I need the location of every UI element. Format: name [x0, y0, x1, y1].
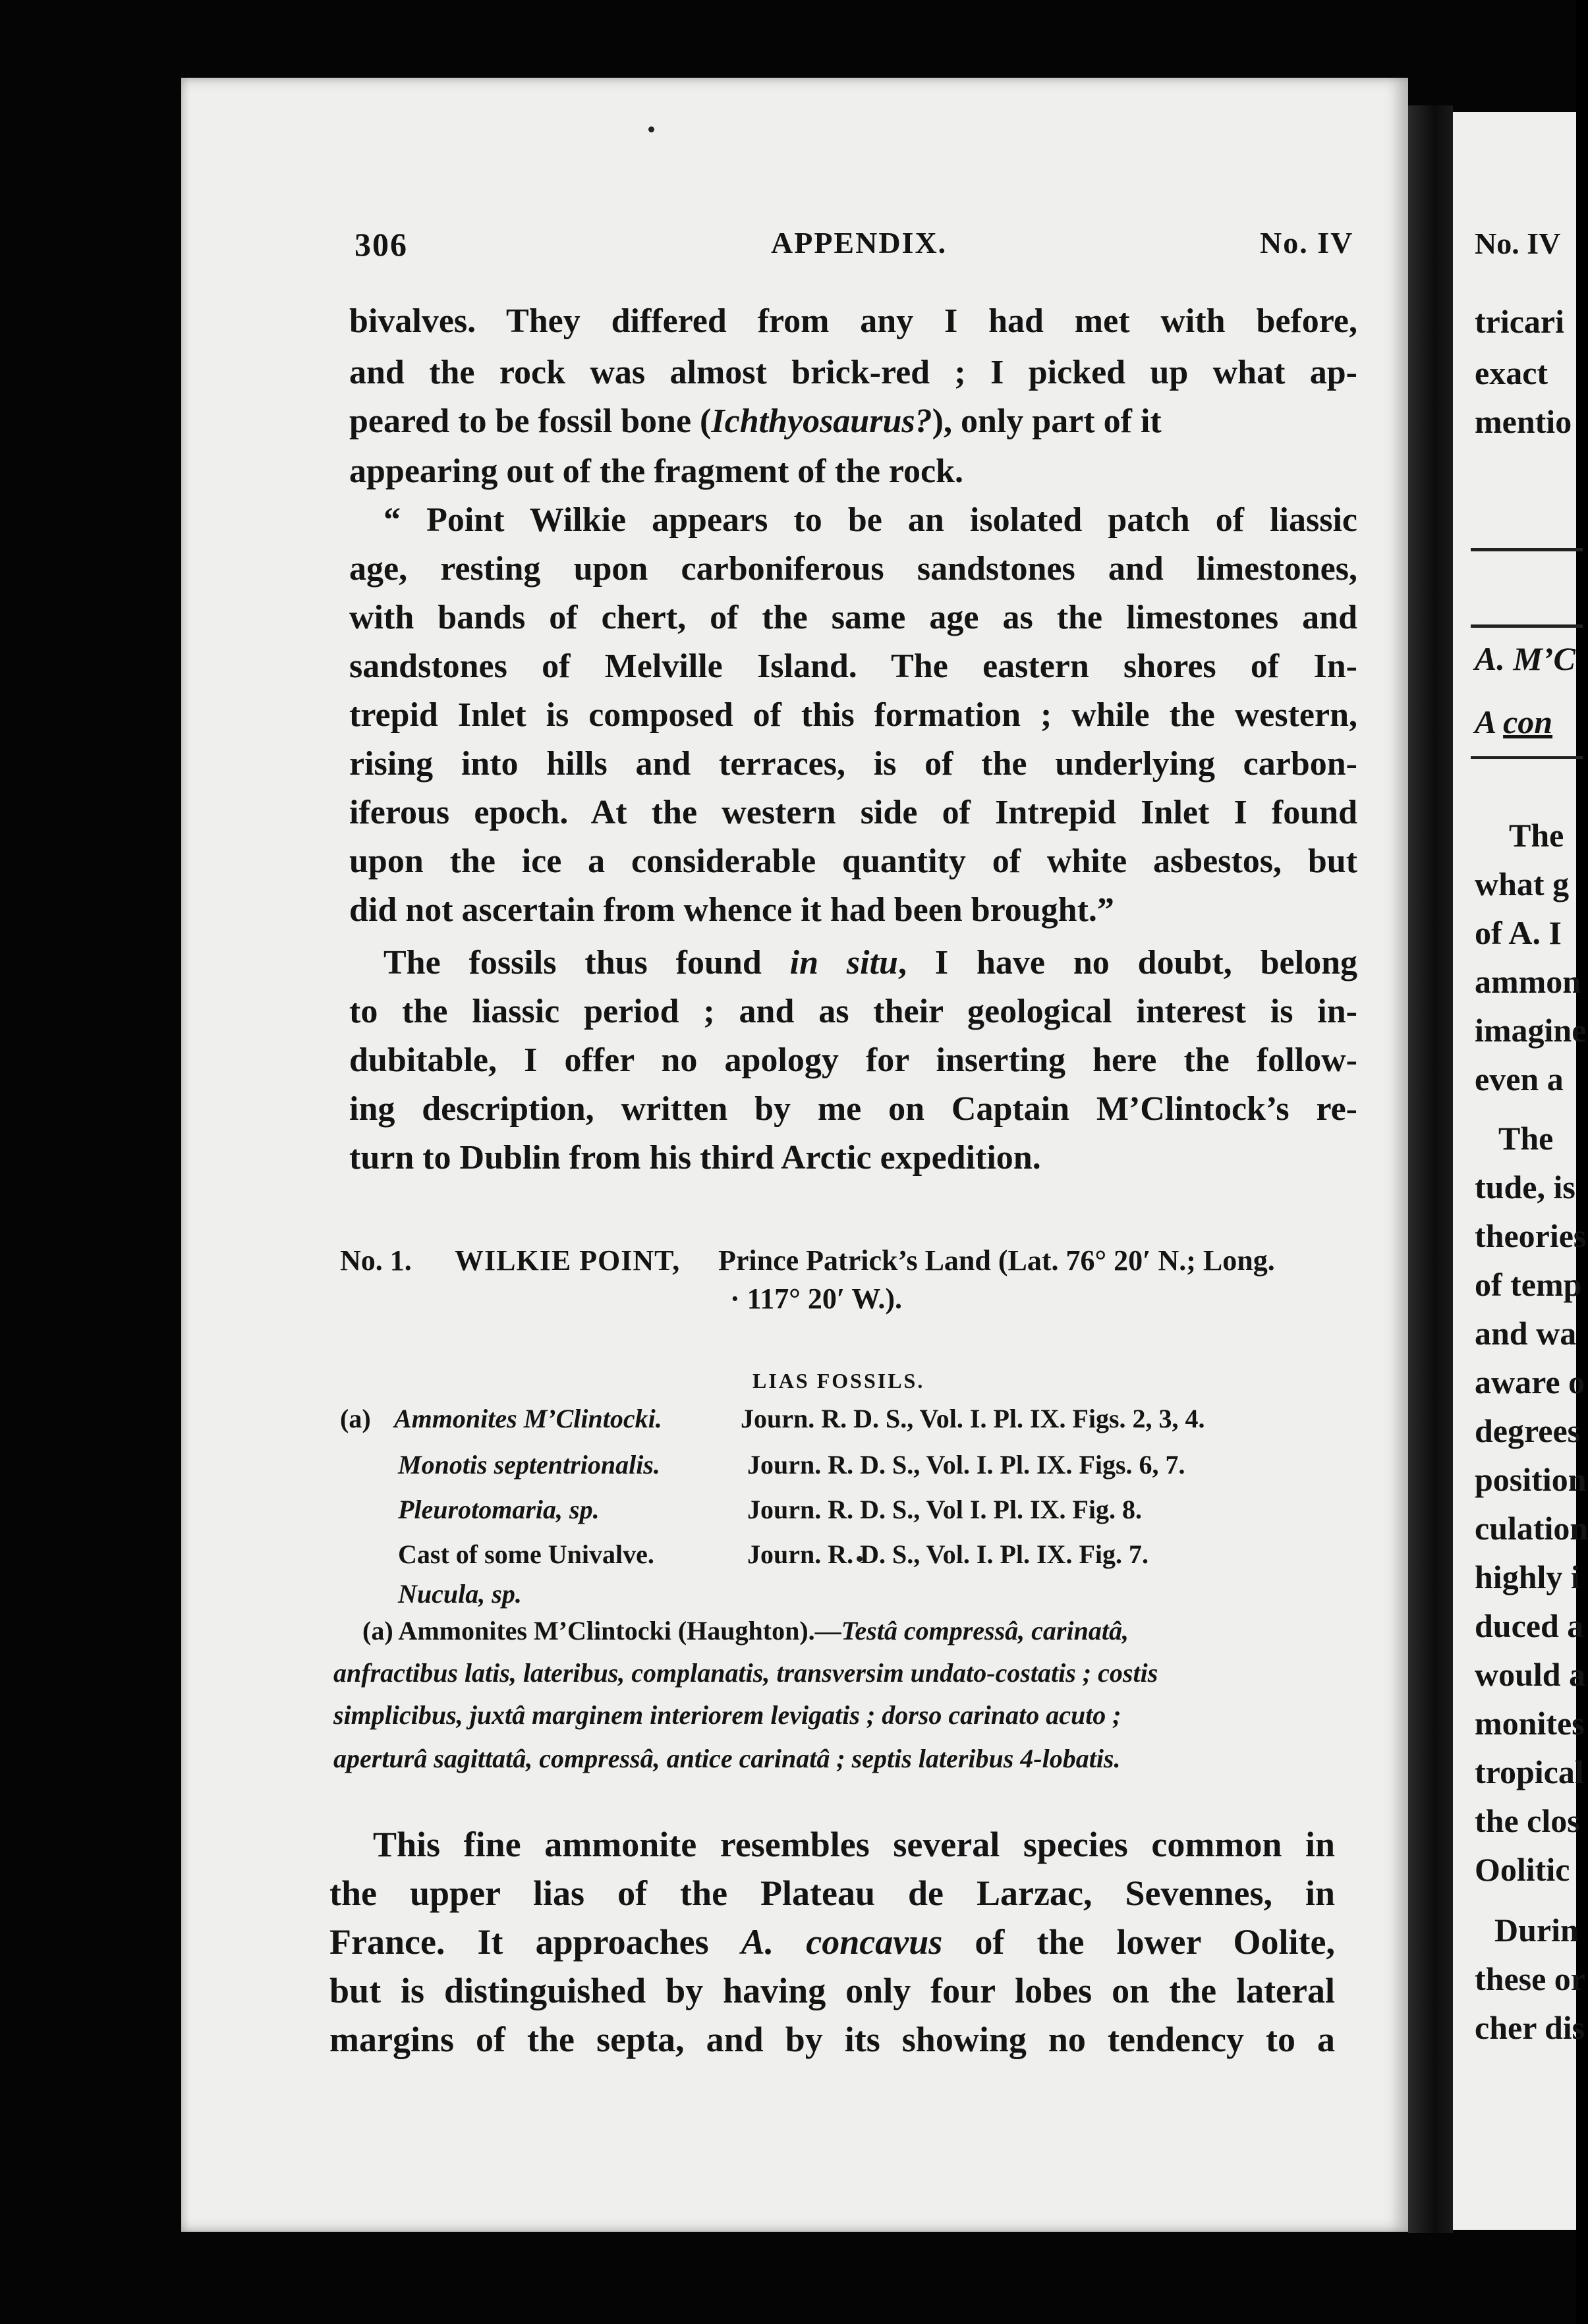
- fossil-name: Ammonites M’Clintocki.: [394, 1404, 662, 1433]
- fossil-list-heading: LIAS FOSSILS.: [752, 1369, 925, 1393]
- fossil-ref: Journ. R. D. S., Vol. I. Pl. IX. Fig. 7.: [747, 1539, 1148, 1569]
- quote-line: age, resting upon carboniferous sandstones and limestones,: [349, 550, 1357, 588]
- locality-longitude: · 117° 20′ W.).: [730, 1283, 903, 1315]
- text-line: dubitable, I offer no apology for inserting here the follow-: [349, 1041, 1357, 1079]
- text-line: to the liassic period ; and as their geological interest is in-: [349, 993, 1357, 1030]
- right-page-line: aware o: [1475, 1364, 1585, 1400]
- text-line: appearing out of the fragment of the rock.: [349, 453, 964, 490]
- ink-speck: [648, 126, 654, 132]
- quote-line: did not ascertain from whence it had been brought.”: [349, 891, 1114, 929]
- right-page-heading: A con: [1475, 704, 1553, 740]
- text-line: the upper lias of the Plateau de Larzac, Sevennes, in: [329, 1873, 1335, 1913]
- quote-line: iferous epoch. At the western side of Intrepid Inlet I found: [349, 794, 1357, 831]
- right-page-line: culation: [1475, 1510, 1588, 1547]
- text-line: margins of the septa, and by its showing no tendency to a: [329, 2020, 1335, 2059]
- fossil-marker: (a): [340, 1404, 371, 1433]
- quote-line: upon the ice a considerable quantity of white asbestos, but: [349, 843, 1357, 880]
- text-line: turn to Dublin from his third Arctic expedition.: [349, 1139, 1041, 1176]
- right-page-line: Oolitic: [1475, 1851, 1570, 1888]
- right-page-rule: [1471, 624, 1583, 628]
- fossil-name: Nucula, sp.: [398, 1579, 522, 1609]
- text-line: ing description, written by me on Captain M’Clintock’s re-: [349, 1090, 1357, 1128]
- right-page-rule: [1471, 756, 1583, 759]
- fossil-name: Cast of some Univalve.: [398, 1539, 654, 1569]
- right-page-line: cher dis: [1475, 2009, 1585, 2046]
- quote-line: with bands of chert, of the same age as the limestones and: [349, 599, 1357, 636]
- fossil-ref: Journ. R. D. S., Vol. I. Pl. IX. Figs. 6, 7.: [747, 1450, 1185, 1480]
- latin-line: anfractibus latis, lateribus, complanatis, transversim undato-costatis ; costis: [333, 1658, 1158, 1688]
- right-page-line: duced a: [1475, 1607, 1584, 1644]
- quote-line: “ Point Wilkie appears to be an isolated patch of liassic: [383, 501, 1357, 539]
- right-page-line: The: [1509, 817, 1564, 854]
- text-line: bivalves. They differed from any I had met with before,: [349, 302, 1357, 340]
- right-page-line: mentio: [1475, 403, 1572, 440]
- quote-line: trepid Inlet is composed of this formation ; while the western,: [349, 696, 1357, 734]
- fossil-name: Monotis septentrionalis.: [398, 1450, 660, 1480]
- right-page-line: exact: [1475, 354, 1548, 391]
- page-number: 306: [354, 226, 408, 263]
- locality-place: Prince Patrick’s Land (Lat. 76° 20′ N.; Long.: [718, 1244, 1275, 1277]
- text-line: France. It approaches A. concavus of the lower Oolite,: [329, 1922, 1336, 1962]
- right-page-header: No. IV: [1475, 227, 1561, 260]
- text-line: and the rock was almost brick-red ; I picked up what ap-: [349, 354, 1357, 391]
- fossil-ref: Journ. R. D. S., Vol I. Pl. IX. Fig. 8.: [747, 1495, 1142, 1524]
- right-page-line: tricari: [1475, 303, 1565, 340]
- locality-number: No. 1.: [340, 1244, 412, 1277]
- right-page-line: and wa: [1475, 1315, 1577, 1352]
- latin-line: (a) Ammonites M’Clintocki (Haughton).—Testâ compressâ, carinatâ,: [362, 1616, 1129, 1646]
- right-page-line: of temp: [1475, 1266, 1582, 1303]
- right-page-line: degrees: [1475, 1412, 1581, 1449]
- right-page-line: the clos: [1475, 1802, 1580, 1839]
- right-page-line: monites: [1475, 1705, 1585, 1742]
- right-page-line: ammon: [1475, 963, 1581, 1000]
- right-page-line: theories: [1475, 1217, 1587, 1254]
- running-title: APPENDIX.: [771, 226, 948, 260]
- right-page-line: highly i: [1475, 1559, 1580, 1595]
- right-page-heading: A. M’C: [1475, 640, 1575, 677]
- text-line: but is distinguished by having only four lobes on the lateral: [329, 1971, 1335, 2010]
- text-line: The fossils thus found in situ, I have no doubt, belong: [383, 944, 1357, 982]
- right-page-line: imagine: [1475, 1012, 1587, 1049]
- latin-line: simplicibus, juxtâ marginem interiorem levigatis ; dorso carinato acuto ;: [333, 1700, 1121, 1730]
- right-page-line: Durin: [1494, 1912, 1579, 1949]
- right-page-line: The: [1498, 1120, 1554, 1157]
- right-page-line: even a: [1475, 1061, 1564, 1097]
- right-page-line: these or: [1475, 1960, 1585, 1997]
- quote-line: rising into hills and terraces, is of the underlying carbon-: [349, 745, 1357, 783]
- section-ref: No. IV: [1260, 226, 1354, 260]
- latin-line: aperturâ sagittatâ, compressâ, antice carinatâ ; septis lateribus 4-lobatis.: [333, 1744, 1121, 1773]
- fossil-name: Pleurotomaria, sp.: [398, 1495, 600, 1524]
- right-page-line: tropical: [1475, 1754, 1584, 1790]
- right-page-line: position: [1475, 1461, 1587, 1498]
- right-page-line: would a: [1475, 1656, 1586, 1693]
- text-line: peared to be fossil bone (Ichthyosaurus?), only part of it: [349, 402, 1162, 440]
- right-page-line: tude, is: [1475, 1169, 1575, 1205]
- right-page-line: of A. I: [1475, 914, 1562, 951]
- right-page-line: what g: [1475, 866, 1570, 902]
- book-gutter: [1408, 105, 1453, 2233]
- quote-line: sandstones of Melville Island. The eastern shores of In-: [349, 648, 1357, 685]
- right-page-rule: [1471, 548, 1583, 551]
- text-line: This fine ammonite resembles several species common in: [373, 1825, 1335, 1864]
- fossil-ref: Journ. R. D. S., Vol. I. Pl. IX. Figs. 2, 3, 4.: [741, 1404, 1205, 1433]
- locality-name: WILKIE POINT,: [455, 1244, 681, 1277]
